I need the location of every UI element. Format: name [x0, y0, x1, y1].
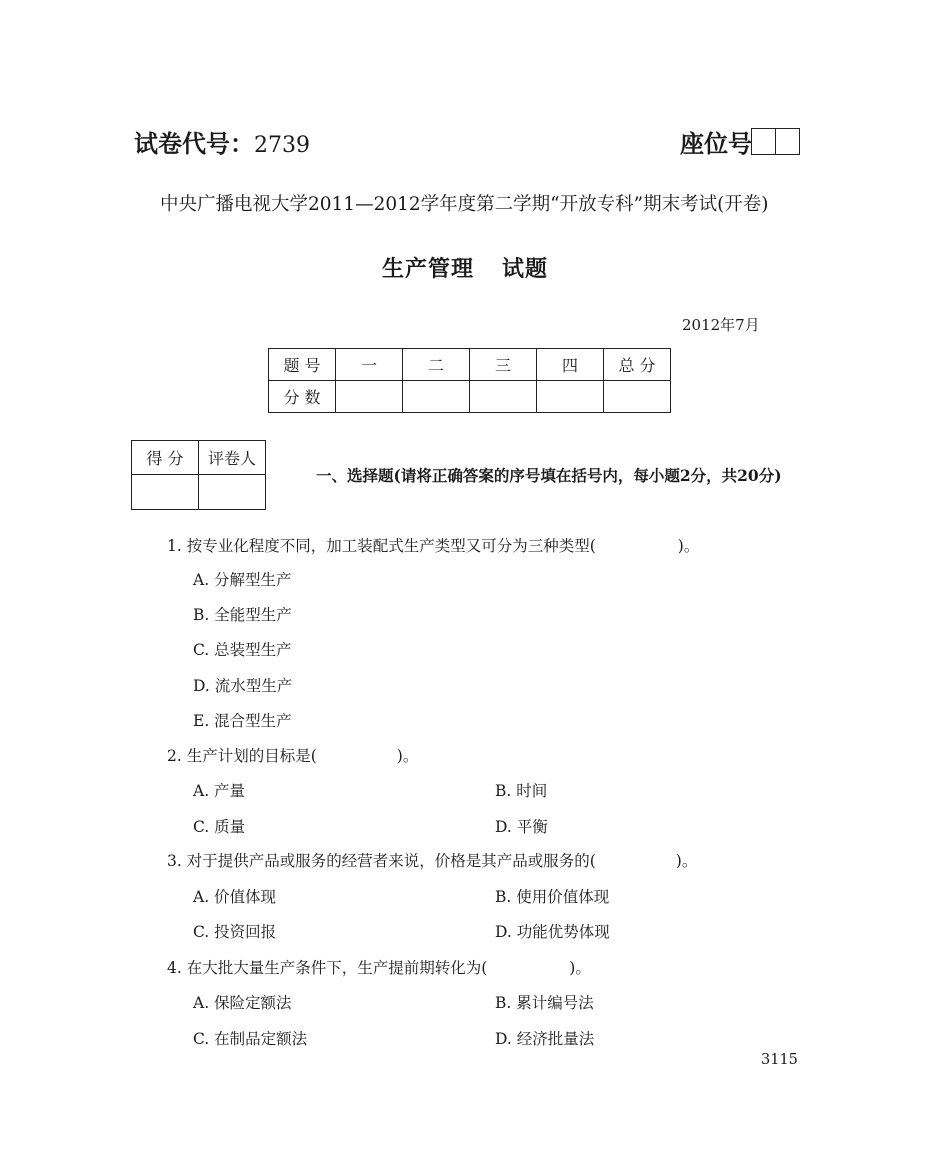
option: D. 功能优势体现 [495, 923, 610, 941]
question-3 [167, 849, 697, 871]
question-4 [167, 956, 591, 978]
question-text: 4. 在大批大量生产条件下，生产提前期转化为( [167, 959, 488, 977]
score-table-cell: 四 [537, 349, 604, 381]
seat-number-label: 座位号 [680, 129, 752, 158]
question-close: )。 [675, 852, 698, 870]
question-text: 2. 生产计划的目标是( [167, 747, 317, 765]
score-input-cell[interactable] [470, 381, 537, 413]
option: C. 投资回报 [193, 923, 277, 941]
question-close: )。 [677, 537, 700, 555]
option: A. 价值体现 [193, 888, 277, 906]
option: C. 总装型生产 [193, 641, 292, 659]
option: A. 分解型生产 [193, 571, 292, 589]
score-table-header-row [269, 349, 671, 381]
exam-date: 2012年7月 [682, 316, 760, 334]
option: C. 在制品定额法 [193, 1030, 308, 1048]
grader-table-score-label: 得 分 [132, 441, 199, 475]
score-table [268, 348, 671, 413]
score-table-cell: 二 [403, 349, 470, 381]
paper-code-number: 2739 [254, 133, 310, 158]
question-1 [167, 534, 699, 556]
question-close: )。 [569, 959, 591, 977]
exam-title-suffix: 试题 [502, 256, 549, 282]
option: B. 累计编号法 [495, 994, 594, 1012]
score-input-cell[interactable] [604, 381, 671, 413]
grader-score-cell[interactable] [132, 475, 199, 510]
seat-box [751, 128, 776, 155]
question-close: )。 [396, 747, 419, 765]
option: D. 平衡 [495, 818, 548, 836]
seat-box [775, 128, 800, 155]
seat-number [680, 124, 800, 159]
grader-table [131, 440, 266, 510]
section-title: 一、选择题(请将正确答案的序号填在括号内，每小题2分，共20分) [316, 466, 782, 485]
score-table-cell: 题 号 [269, 349, 336, 381]
exam-title [382, 252, 548, 283]
option: B. 使用价值体现 [495, 888, 610, 906]
option: E. 混合型生产 [193, 712, 292, 730]
score-table-score-row [269, 381, 671, 413]
score-input-cell[interactable] [336, 381, 403, 413]
option: B. 时间 [495, 782, 548, 800]
option: D. 经济批量法 [495, 1030, 595, 1048]
score-table-cell: 一 [336, 349, 403, 381]
exam-title-subject: 生产管理 [382, 256, 475, 282]
question-text: 3. 对于提供产品或服务的经营者来说，价格是其产品或服务的( [167, 852, 596, 870]
score-table-cell: 总 分 [604, 349, 671, 381]
option: B. 全能型生产 [193, 606, 292, 624]
paper-code [134, 124, 310, 159]
grader-table-grader-label: 评卷人 [199, 441, 266, 475]
question-2 [167, 744, 418, 766]
option: C. 质量 [193, 818, 246, 836]
option: A. 保险定额法 [193, 994, 292, 1012]
paper-code-label: 试卷代号： [134, 129, 254, 158]
page-number: 3115 [761, 1052, 798, 1068]
score-input-cell[interactable] [403, 381, 470, 413]
option: A. 产量 [193, 782, 246, 800]
question-text: 1. 按专业化程度不同，加工装配式生产类型又可分为三种类型( [167, 537, 596, 555]
score-table-cell: 三 [470, 349, 537, 381]
score-input-cell[interactable] [537, 381, 604, 413]
option: D. 流水型生产 [193, 677, 293, 695]
exam-header-line: 中央广播电视大学2011—2012学年度第二学期“开放专科”期末考试(开卷) [160, 194, 769, 215]
grader-name-cell[interactable] [199, 475, 266, 510]
score-table-cell: 分 数 [269, 381, 336, 413]
